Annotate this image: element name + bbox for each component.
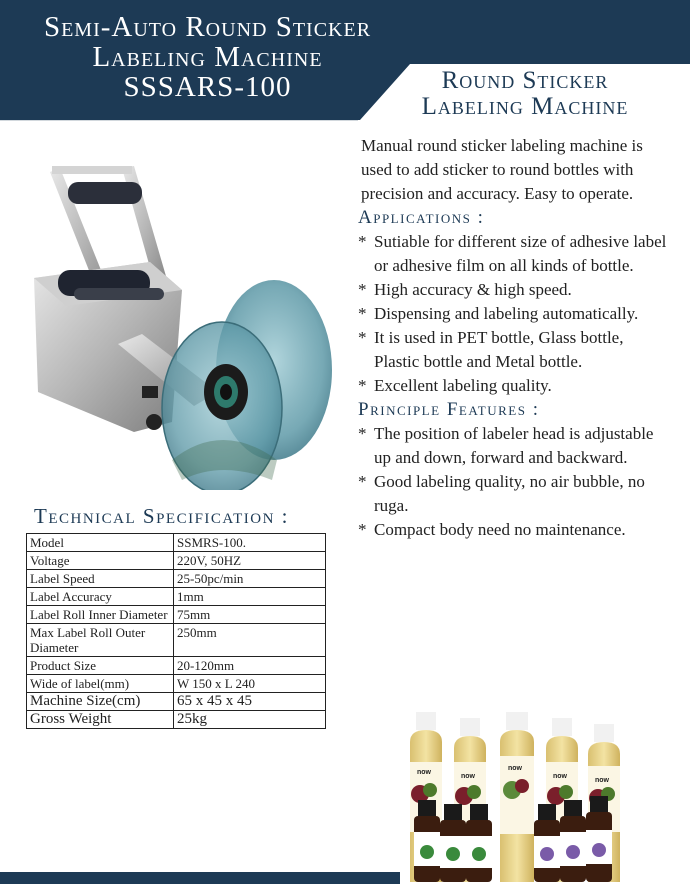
- brand-label: now: [595, 777, 609, 784]
- list-item: * Sutiable for different size of adhesive label or adhesive film on all kinds of bottle.: [358, 232, 667, 275]
- applications-heading: Applications :: [358, 207, 485, 228]
- description-column: [358, 134, 668, 542]
- table-row: Gross Weight 25kg: [27, 711, 326, 729]
- title-line-2: Labeling Machine: [92, 41, 323, 73]
- labeling-machine-image: [22, 160, 342, 490]
- title-line-3: SSSARS-100: [123, 71, 292, 103]
- list-item: * It is used in PET bottle, Glass bottle, Plastic bottle and Metal bottle.: [358, 328, 624, 371]
- section-title-line-1: Round Sticker: [441, 67, 609, 94]
- table-row: Product Size 20-120mm: [27, 657, 326, 675]
- footer-bar: [0, 872, 400, 884]
- table-row: Max Label Roll Outer Diameter 250mm: [27, 624, 326, 657]
- table-row: Label Accuracy 1mm: [27, 588, 326, 606]
- list-item: * Excellent labeling quality.: [358, 376, 552, 395]
- brand-label: now: [508, 765, 522, 772]
- brand-label: now: [553, 773, 567, 780]
- table-row: Voltage 220V, 50HZ: [27, 552, 326, 570]
- list-item: * High accuracy & high speed.: [358, 280, 572, 299]
- features-heading: Principle Features :: [358, 399, 540, 420]
- spec-heading: Technical Specification :: [34, 504, 290, 528]
- list-item: * Dispensing and labeling automatically.: [358, 304, 639, 323]
- title-line-1: Semi-Auto Round Sticker: [43, 11, 372, 43]
- intro-paragraph: Manual round sticker labeling machine is used to add sticker to round bottles with precision and accuracy. Easy to operate.: [361, 136, 643, 203]
- bottles-image: [402, 712, 690, 884]
- section-title-line-2: Labeling Machine: [421, 93, 629, 120]
- applications-list: [358, 230, 668, 398]
- list-item: * The position of labeler head is adjustable up and down, forward and backward.: [358, 424, 654, 467]
- table-row: Wide of label(mm) W 150 x L 240: [27, 675, 326, 693]
- list-item: * Compact body need no maintenance.: [358, 520, 626, 539]
- features-list: [358, 422, 668, 542]
- list-item: * Good labeling quality, no air bubble, no ruga.: [358, 472, 645, 515]
- section-title: [380, 68, 670, 120]
- brand-label: now: [461, 773, 475, 780]
- spec-table: [26, 533, 326, 729]
- table-row: Label Roll Inner Diameter 75mm: [27, 606, 326, 624]
- brand-label: now: [417, 769, 431, 776]
- table-row: Machine Size(cm) 65 x 45 x 45: [27, 693, 326, 711]
- table-row: Model SSMRS-100.: [27, 534, 326, 552]
- table-row: Label Speed 25-50pc/min: [27, 570, 326, 588]
